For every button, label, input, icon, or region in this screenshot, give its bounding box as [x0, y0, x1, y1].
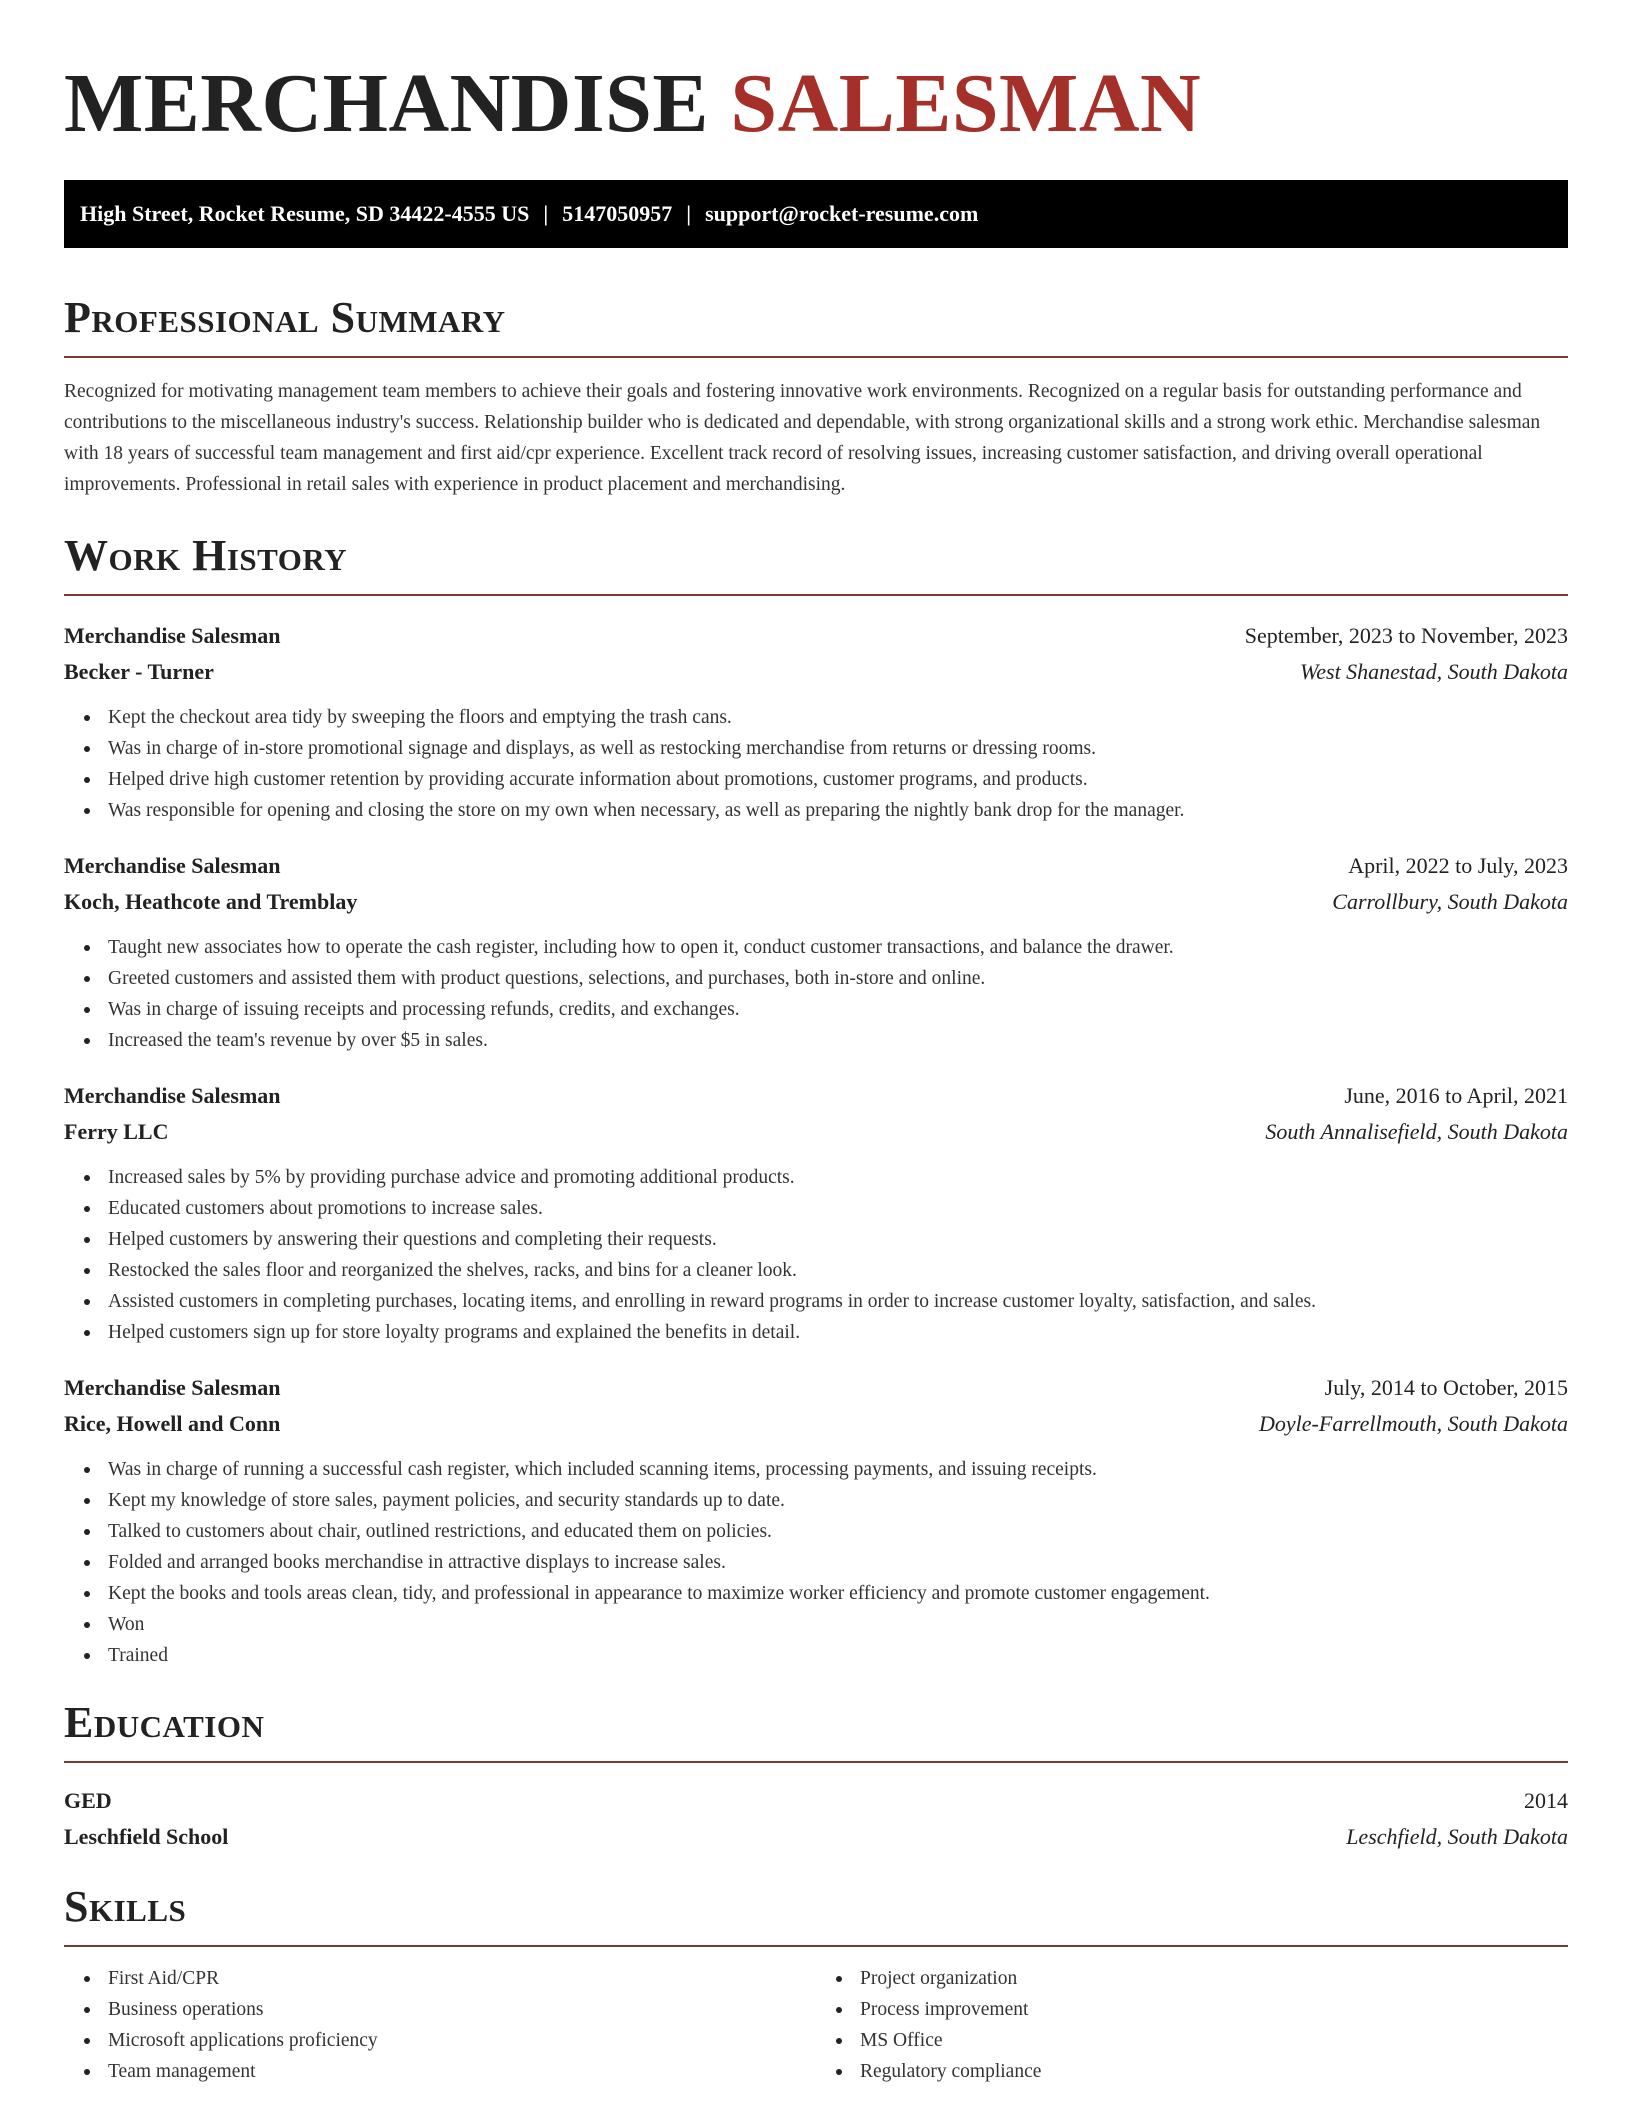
job-bullet: Increased the team's revenue by over $5 in sales.	[84, 1025, 1568, 1056]
section-divider	[64, 594, 1568, 596]
job-bullet: Assisted customers in completing purchases, locating items, and enrolling in reward programs in order to increase customer loyalty, satisfaction, and sales.	[84, 1286, 1568, 1317]
job-header-row	[64, 618, 1568, 654]
job-dates: June, 2016 to April, 2021	[1344, 1083, 1568, 1108]
skills-grid	[64, 1963, 1568, 2087]
skills-column-left	[64, 1963, 816, 2087]
job-bullet: Kept my knowledge of store sales, payment policies, and security standards up to date.	[84, 1485, 1568, 1516]
job-dates: September, 2023 to November, 2023	[1244, 623, 1568, 648]
job-bullet: Was in charge of running a successful cash register, which included scanning items, processing payments, and issuing receipts.	[84, 1454, 1568, 1485]
skill-item: Team management	[84, 2056, 816, 2087]
resume-name	[64, 56, 1568, 160]
skill-item: MS Office	[836, 2025, 1568, 2056]
job-bullet: Taught new associates how to operate the cash register, including how to open it, conduct customer transactions, and balance the drawer.	[84, 932, 1568, 963]
job-company: Rice, Howell and Conn	[64, 1411, 281, 1436]
job-company: Ferry LLC	[64, 1119, 169, 1144]
job-header-row	[64, 1370, 1568, 1406]
job-entry	[64, 848, 1568, 1056]
contact-email[interactable]: support@rocket-resume.com	[705, 201, 979, 226]
section-divider	[64, 1945, 1568, 1947]
job-header-row	[64, 1078, 1568, 1114]
education-degree: GED	[64, 1788, 112, 1813]
job-bullet: Talked to customers about chair, outlined restrictions, and educated them on policies.	[84, 1516, 1568, 1547]
skill-item: Business operations	[84, 1994, 816, 2025]
job-header-row	[64, 848, 1568, 884]
job-company-row	[64, 654, 1568, 690]
summary-text: Recognized for motivating management team members to achieve their goals and fostering innovative work environments. Recognized on a regular basis for outstanding performance and contributions to the miscellaneous industry's success. Relationship builder who is dedicated and dependable, with strong organizational skills and a strong work ethic. Merchandise salesman with 18 years of successful team management and first aid/cpr experience. Excellent track record of resolving issues, increasing customer satisfaction, and driving overall operational improvements. Professional in retail sales with experience in product placement and merchandising.	[64, 381, 1541, 495]
summary-section	[64, 293, 1568, 500]
job-bullet: Kept the books and tools areas clean, tidy, and professional in appearance to maximize worker efficiency and promote customer engagement.	[84, 1578, 1568, 1609]
job-role: Merchandise Salesman	[64, 1375, 281, 1400]
job-role: Merchandise Salesman	[64, 1083, 281, 1108]
contact-phone: 5147050957	[562, 201, 673, 226]
contact-separator: |	[543, 201, 549, 226]
job-dates: April, 2022 to July, 2023	[1348, 853, 1568, 878]
job-bullets	[64, 1454, 1568, 1671]
job-role: Merchandise Salesman	[64, 853, 281, 878]
job-bullet: Helped customers sign up for store loyalty programs and explained the benefits in detail.	[84, 1317, 1568, 1348]
name-first: MERCHANDISE	[64, 57, 709, 150]
job-company-row	[64, 1406, 1568, 1442]
job-role: Merchandise Salesman	[64, 623, 281, 648]
skill-item: Project organization	[836, 1963, 1568, 1994]
skill-item: Regulatory compliance	[836, 2056, 1568, 2087]
education-school-row	[64, 1819, 1568, 1855]
job-company: Becker - Turner	[64, 659, 214, 684]
job-location: South Annalisefield, South Dakota	[1265, 1119, 1568, 1144]
work-history-section	[64, 531, 1568, 1671]
job-entry	[64, 618, 1568, 826]
education-school: Leschfield School	[64, 1824, 229, 1849]
job-location: West Shanestad, South Dakota	[1299, 659, 1568, 684]
job-dates: July, 2014 to October, 2015	[1324, 1375, 1568, 1400]
job-location: Carrollbury, South Dakota	[1332, 889, 1568, 914]
skills-title: Skills	[64, 1882, 187, 1931]
education-title: Education	[64, 1698, 265, 1747]
job-bullets	[64, 702, 1568, 826]
skills-column-right	[816, 1963, 1568, 2087]
job-bullets	[64, 932, 1568, 1056]
job-bullet: Won	[84, 1609, 1568, 1640]
name-last: SALESMAN	[730, 57, 1202, 150]
contact-bar	[64, 180, 1568, 248]
contact-address: High Street, Rocket Resume, SD 34422-4555 US	[80, 201, 530, 226]
job-bullet: Educated customers about promotions to increase sales.	[84, 1193, 1568, 1224]
skill-item: First Aid/CPR	[84, 1963, 816, 1994]
job-entry	[64, 1078, 1568, 1348]
education-location: Leschfield, South Dakota	[1346, 1824, 1568, 1849]
job-bullet: Restocked the sales floor and reorganized the shelves, racks, and bins for a cleaner look.	[84, 1255, 1568, 1286]
contact-separator: |	[686, 201, 692, 226]
skill-item: Process improvement	[836, 1994, 1568, 2025]
education-year: 2014	[1524, 1788, 1568, 1813]
job-bullet: Folded and arranged books merchandise in attractive displays to increase sales.	[84, 1547, 1568, 1578]
section-divider	[64, 356, 1568, 358]
education-degree-row	[64, 1783, 1568, 1819]
education-section	[64, 1698, 1568, 1855]
job-bullet: Helped drive high customer retention by providing accurate information about promotions, customer programs, and products.	[84, 764, 1568, 795]
skill-item: Microsoft applications proficiency	[84, 2025, 816, 2056]
job-company: Koch, Heathcote and Tremblay	[64, 889, 358, 914]
summary-title: Professional Summary	[64, 293, 506, 342]
job-company-row	[64, 1114, 1568, 1150]
job-bullet: Increased sales by 5% by providing purchase advice and promoting additional products.	[84, 1162, 1568, 1193]
job-bullet: Was in charge of issuing receipts and processing refunds, credits, and exchanges.	[84, 994, 1568, 1025]
job-bullet: Was responsible for opening and closing the store on my own when necessary, as well as preparing the nightly bank drop for the manager.	[84, 795, 1568, 826]
job-location: Doyle-Farrellmouth, South Dakota	[1259, 1411, 1568, 1436]
job-entry	[64, 1370, 1568, 1671]
education-entry	[64, 1783, 1568, 1855]
job-bullet: Helped customers by answering their questions and completing their requests.	[84, 1224, 1568, 1255]
work-history-title: Work History	[64, 531, 348, 580]
section-divider	[64, 1761, 1568, 1763]
job-bullet: Trained	[84, 1640, 1568, 1671]
job-bullet: Greeted customers and assisted them with product questions, selections, and purchases, both in-store and online.	[84, 963, 1568, 994]
job-bullets	[64, 1162, 1568, 1348]
skills-section	[64, 1882, 1568, 2087]
job-company-row	[64, 884, 1568, 920]
job-bullet: Was in charge of in-store promotional signage and displays, as well as restocking merchandise from returns or dressing rooms.	[84, 733, 1568, 764]
job-bullet: Kept the checkout area tidy by sweeping the floors and emptying the trash cans.	[84, 702, 1568, 733]
